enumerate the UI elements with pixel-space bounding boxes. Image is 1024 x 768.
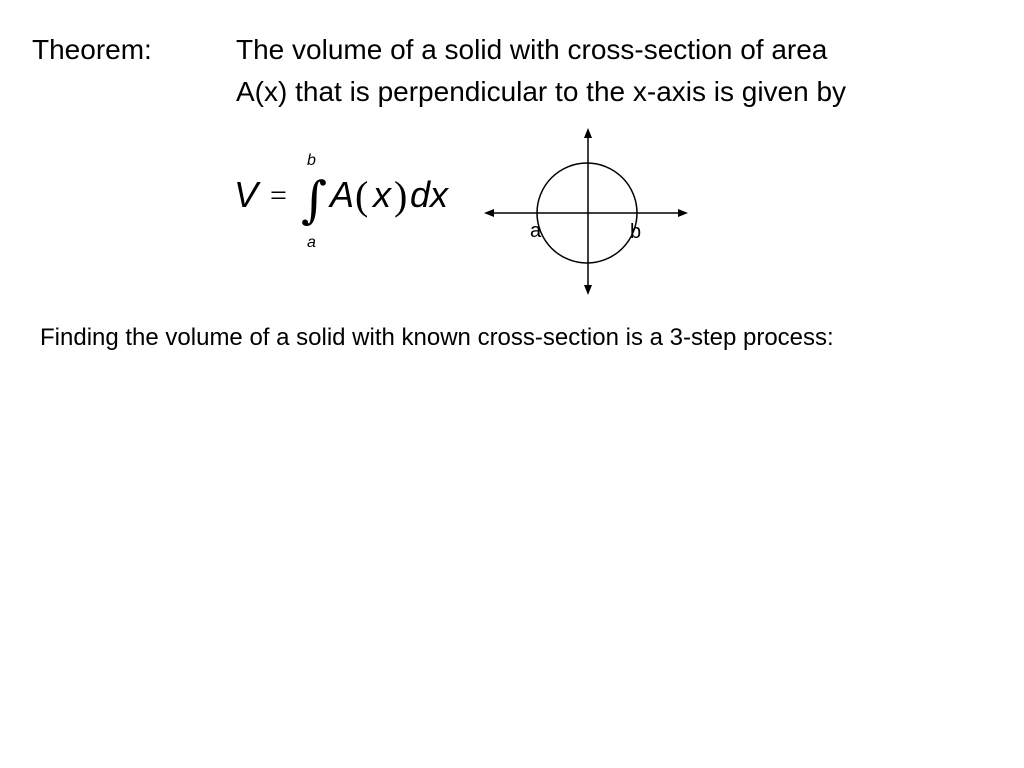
theorem-label: Theorem: [32, 34, 152, 65]
x-axis-right-arrow [678, 209, 688, 217]
formula-equals-sign: = [270, 179, 287, 212]
formula-variable: x [373, 174, 391, 215]
formula-close-paren: ) [394, 173, 408, 218]
process-intro-text: Finding the volume of a solid with known cross-section is a 3-step process: [40, 324, 834, 351]
formula-integral-sign: ∫ [301, 171, 328, 229]
y-axis-up-arrow [584, 128, 592, 138]
diagram-label-a: a [530, 220, 542, 242]
formula-upper-limit: b [307, 152, 316, 169]
formula-volume-symbol: V [234, 174, 259, 215]
formula-area-function: A [330, 174, 355, 215]
formula-differential: dx [410, 174, 449, 215]
cross-section-diagram [484, 128, 688, 295]
y-axis-down-arrow [584, 285, 592, 295]
theorem-statement-line-2: A(x) that is perpendicular to the x-axis is given by [236, 76, 847, 107]
x-axis-left-arrow [484, 209, 494, 217]
formula-lower-limit: a [307, 234, 316, 251]
formula-open-paren: ( [355, 173, 369, 218]
diagram-label-b: b [630, 221, 642, 243]
volume-integral-formula [234, 152, 450, 251]
theorem-statement-line-1: The volume of a solid with cross-section of area [236, 34, 828, 65]
